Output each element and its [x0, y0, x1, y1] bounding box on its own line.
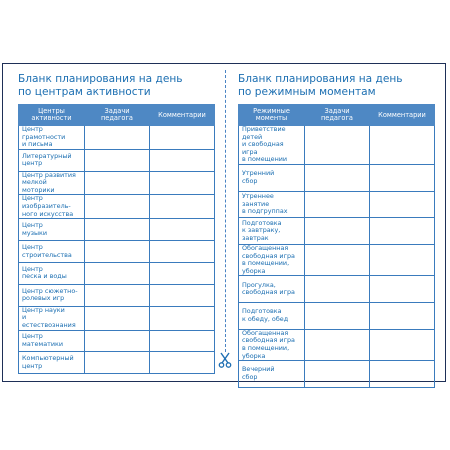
- row-label: Подготовка к завтраку, завтрак: [239, 218, 305, 245]
- comments-cell[interactable]: [150, 126, 215, 150]
- row-label: Утренний сбор: [239, 164, 305, 191]
- cut-line: [225, 70, 226, 352]
- comments-cell[interactable]: [370, 303, 435, 330]
- scissors-icon: [218, 352, 232, 368]
- table-row: [239, 245, 435, 276]
- tasks-cell[interactable]: [85, 149, 150, 171]
- row-label: Прогулка, свободная игра: [239, 276, 305, 303]
- tasks-cell[interactable]: [305, 126, 370, 165]
- comments-cell[interactable]: [370, 245, 435, 276]
- left-title-line1: Бланк планирования на день: [18, 73, 183, 85]
- tasks-cell[interactable]: [85, 126, 150, 150]
- tasks-cell[interactable]: [85, 306, 150, 330]
- row-label: Центр музыки: [19, 219, 85, 241]
- right-title-line1: Бланк планирования на день: [238, 73, 403, 85]
- table-row: [239, 303, 435, 330]
- row-label: Утреннее занятие в подгруппах: [239, 191, 305, 218]
- table-row: [19, 149, 215, 171]
- table-row: [19, 195, 215, 219]
- comments-cell[interactable]: [150, 149, 215, 171]
- comments-cell[interactable]: [370, 191, 435, 218]
- header-centers: Центры активности: [19, 105, 85, 126]
- row-label: Обогащенная свободная игра в помещении, уборка: [239, 329, 305, 360]
- header-comments: Комментарии: [370, 105, 435, 126]
- table-row: [19, 219, 215, 241]
- comments-cell[interactable]: [370, 164, 435, 191]
- row-label: Литературный центр: [19, 149, 85, 171]
- left-page-title: [18, 73, 215, 99]
- tasks-cell[interactable]: [305, 303, 370, 330]
- row-label: Центр изобразитель- ного искусства: [19, 195, 85, 219]
- row-label: Центр развития мелкой моторики: [19, 171, 85, 195]
- tasks-cell[interactable]: [85, 241, 150, 263]
- row-label: Подготовка к обеду, обед: [239, 303, 305, 330]
- table-row: [19, 171, 215, 195]
- table-row: [19, 126, 215, 150]
- comments-cell[interactable]: [150, 306, 215, 330]
- comments-cell[interactable]: [150, 284, 215, 306]
- comments-cell[interactable]: [150, 330, 215, 352]
- tasks-cell[interactable]: [305, 245, 370, 276]
- row-label: Обогащенная свободная игра в помещении, уборка: [239, 245, 305, 276]
- table-row: [239, 164, 435, 191]
- routine-moments-table: [238, 104, 435, 388]
- comments-cell[interactable]: [150, 171, 215, 195]
- table-row: [239, 329, 435, 360]
- right-title-line2: по режимным моментам: [238, 86, 376, 98]
- row-label: Приветствие детей и свободная игра в помещении: [239, 126, 305, 165]
- table-row: [19, 284, 215, 306]
- table-row: [19, 330, 215, 352]
- tasks-cell[interactable]: [85, 330, 150, 352]
- comments-cell[interactable]: [150, 352, 215, 374]
- table-row: [239, 126, 435, 165]
- header-moments: Режимные моменты: [239, 105, 305, 126]
- table-header-row: [19, 105, 215, 126]
- tasks-cell[interactable]: [85, 219, 150, 241]
- header-comments: Комментарии: [150, 105, 215, 126]
- table-row: [239, 218, 435, 245]
- table-row: [239, 276, 435, 303]
- tasks-cell[interactable]: [305, 361, 370, 388]
- comments-cell[interactable]: [370, 361, 435, 388]
- activity-centers-table: [18, 104, 215, 374]
- tasks-cell[interactable]: [85, 263, 150, 285]
- row-label: Центр математики: [19, 330, 85, 352]
- tasks-cell[interactable]: [85, 352, 150, 374]
- table-row: [19, 352, 215, 374]
- row-label: Центр строительства: [19, 241, 85, 263]
- tasks-cell[interactable]: [305, 276, 370, 303]
- row-label: Центр науки и естествознания: [19, 306, 85, 330]
- left-page: [18, 73, 215, 374]
- right-page: [238, 73, 435, 388]
- row-label: Компьютерный центр: [19, 352, 85, 374]
- table-row: [19, 306, 215, 330]
- tasks-cell[interactable]: [85, 171, 150, 195]
- table-row: [239, 361, 435, 388]
- row-label: Центр грамотности и письма: [19, 126, 85, 150]
- tasks-cell[interactable]: [85, 284, 150, 306]
- header-tasks: Задачи педагога: [305, 105, 370, 126]
- row-label: Вечерний сбор: [239, 361, 305, 388]
- tasks-cell[interactable]: [305, 191, 370, 218]
- tasks-cell[interactable]: [305, 329, 370, 360]
- left-title-line2: по центрам активности: [18, 86, 151, 98]
- comments-cell[interactable]: [370, 126, 435, 165]
- tasks-cell[interactable]: [305, 164, 370, 191]
- comments-cell[interactable]: [370, 276, 435, 303]
- tasks-cell[interactable]: [305, 218, 370, 245]
- comments-cell[interactable]: [370, 329, 435, 360]
- right-page-title: [238, 73, 435, 99]
- header-tasks: Задачи педагога: [85, 105, 150, 126]
- comments-cell[interactable]: [150, 263, 215, 285]
- table-header-row: [239, 105, 435, 126]
- row-label: Центр сюжетно- ролевых игр: [19, 284, 85, 306]
- row-label: Центр песка и воды: [19, 263, 85, 285]
- comments-cell[interactable]: [150, 219, 215, 241]
- table-row: [239, 191, 435, 218]
- comments-cell[interactable]: [150, 195, 215, 219]
- table-row: [19, 263, 215, 285]
- comments-cell[interactable]: [150, 241, 215, 263]
- comments-cell[interactable]: [370, 218, 435, 245]
- tasks-cell[interactable]: [85, 195, 150, 219]
- table-row: [19, 241, 215, 263]
